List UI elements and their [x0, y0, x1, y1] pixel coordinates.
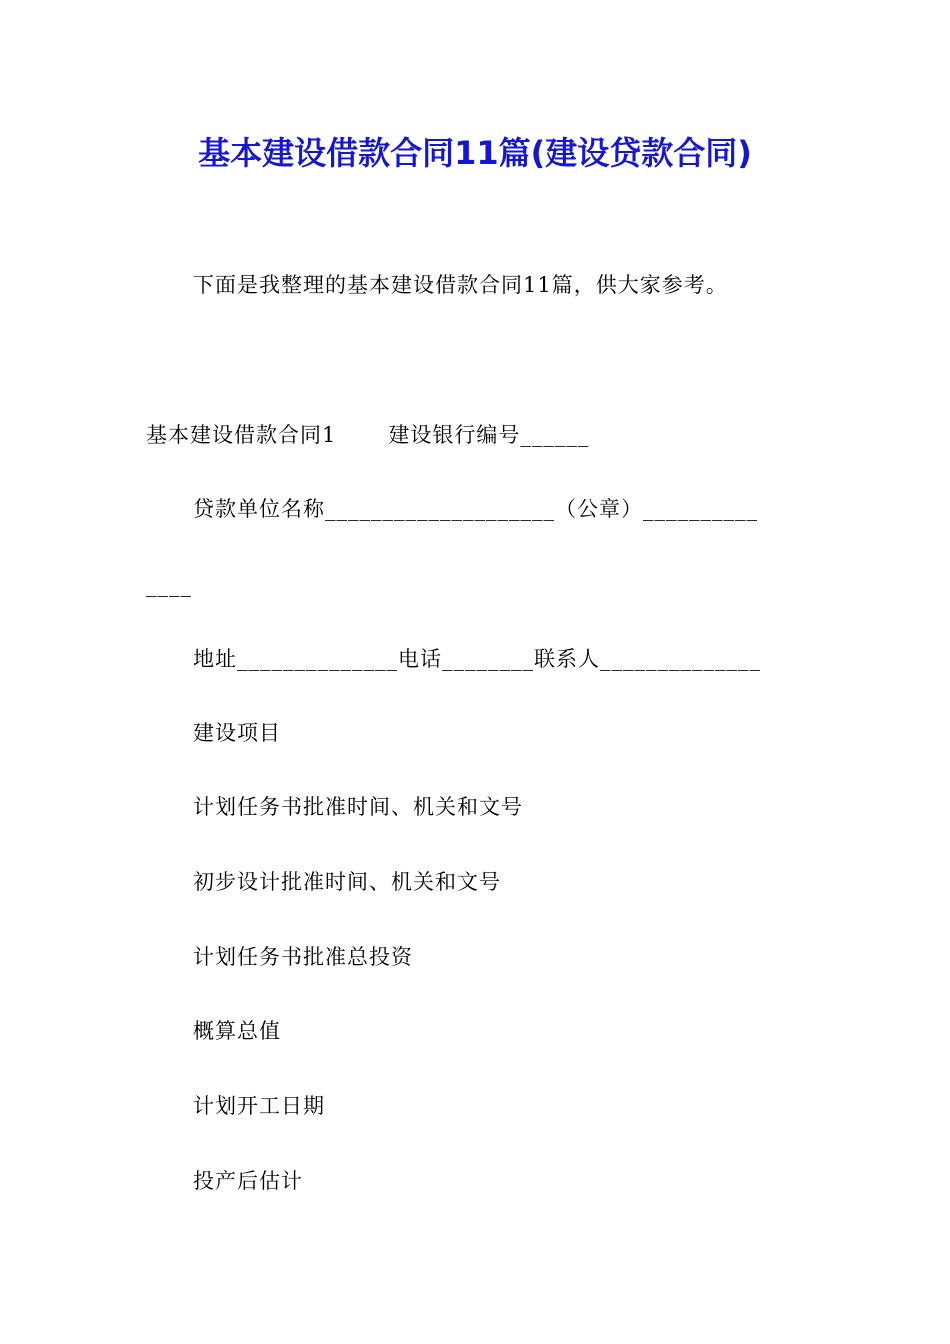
document-title: 基本建设借款合同11篇(建设贷款合同) — [198, 134, 752, 172]
contract-heading: 基本建设借款合同1 — [146, 423, 337, 447]
field-total-investment: 计划任务书批准总投资 — [193, 945, 413, 969]
field-construction-project: 建设项目 — [193, 721, 281, 745]
field-plan-approval: 计划任务书批准时间、机关和文号 — [193, 795, 523, 819]
field-budget-total: 概算总值 — [193, 1019, 281, 1043]
loan-unit-line-wrap: ____ — [146, 573, 192, 597]
loan-unit-line: 贷款单位名称____________________（公章）__________ — [193, 497, 758, 521]
intro-paragraph: 下面是我整理的基本建设借款合同11篇，供大家参考。 — [193, 273, 728, 297]
field-post-production-estimate: 投产后估计 — [193, 1169, 303, 1193]
bank-number-field: 建设银行编号______ — [388, 423, 590, 447]
field-planned-start-date: 计划开工日期 — [193, 1094, 325, 1118]
contact-line: 地址______________电话________联系人______________ — [193, 647, 761, 671]
field-preliminary-design-approval: 初步设计批准时间、机关和文号 — [193, 870, 501, 894]
contract-heading-line — [146, 420, 589, 450]
